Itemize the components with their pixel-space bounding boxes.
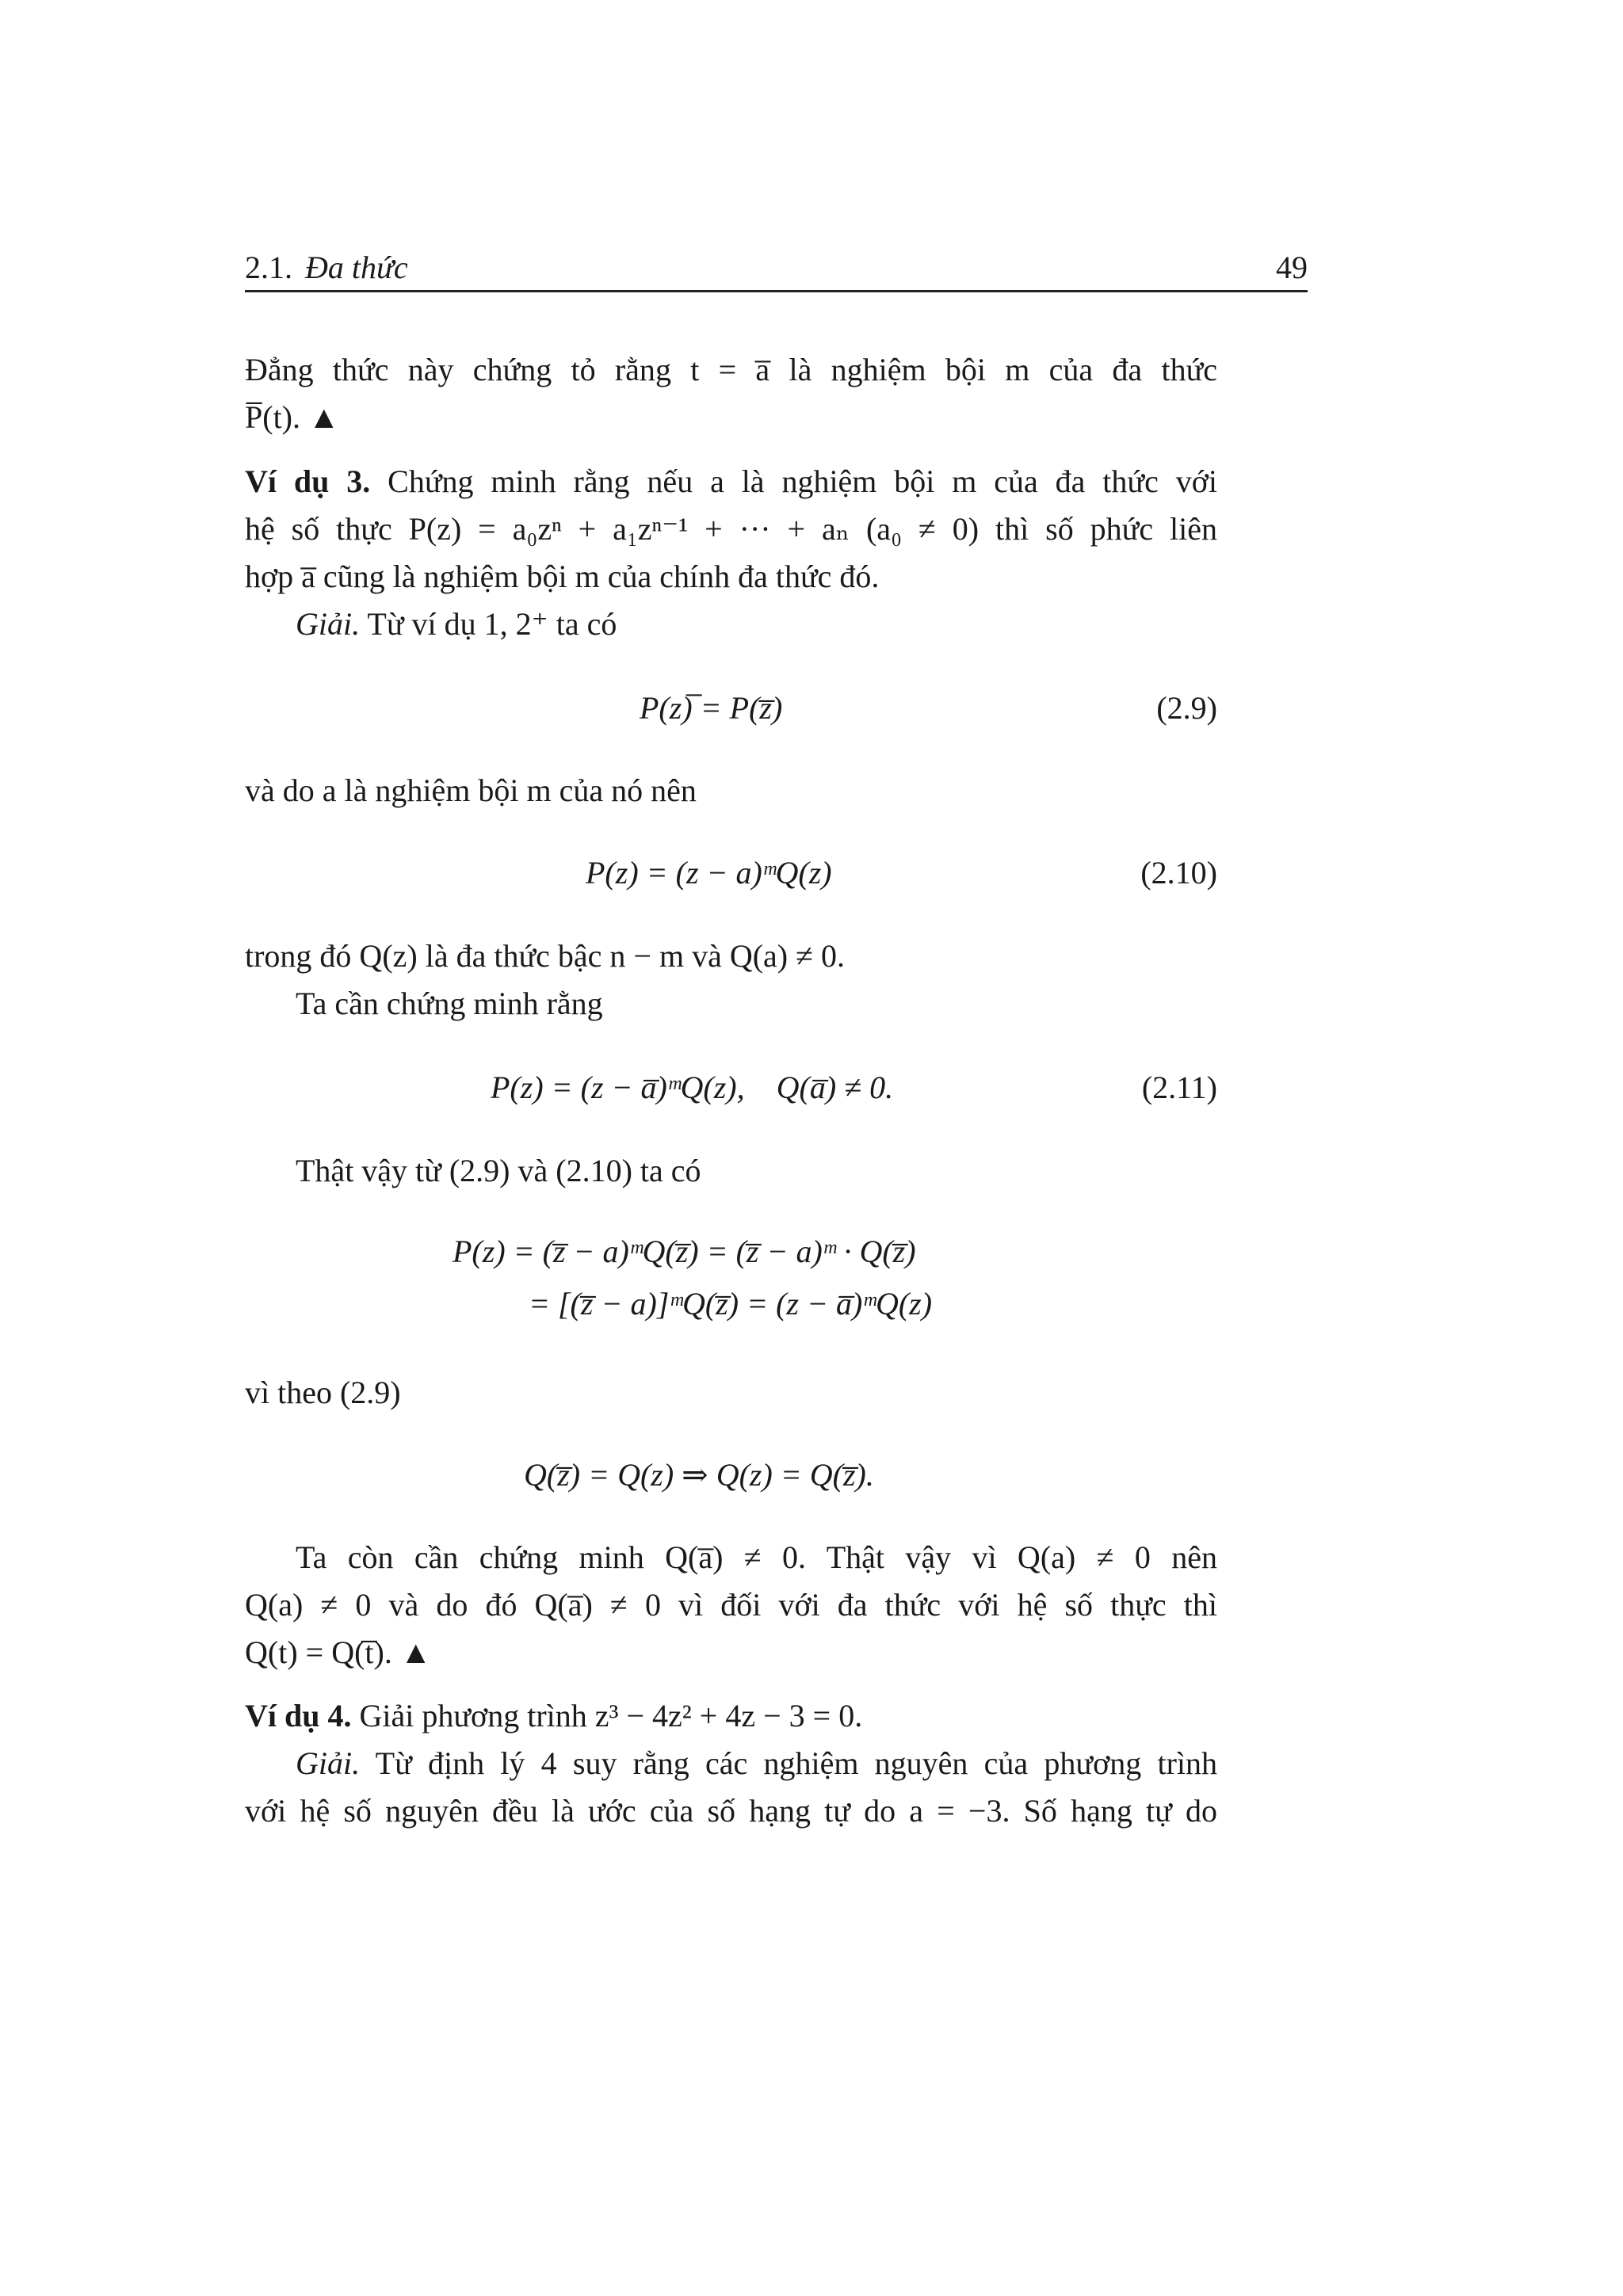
text-line: Q(t) = Q(t̅). ▲ <box>245 1634 432 1670</box>
solution-4 <box>245 1740 1217 1787</box>
example-3-line-1 <box>245 458 1217 505</box>
text-line: Q(a) ≠ 0 và do đó Q(a̅) ≠ 0 vì đối với đa thức với hệ số thực thì <box>245 1587 1217 1623</box>
page-number: 49 <box>1276 250 1308 285</box>
equation-line-1: P(z) = (z̅ − a)ᵐQ(z̅) = (z̅ − a)ᵐ · Q(z̅) <box>453 1234 916 1269</box>
text-line: Đẳng thức này chứng tỏ rằng t = a̅ là nghiệm bội m của đa thức <box>245 352 1217 387</box>
text-line: Ta còn cần chứng minh Q(a̅) ≠ 0. Thật vậy vì Q(a) ≠ 0 nên <box>296 1539 1217 1575</box>
equation-expression: P(z) = (z − a̅)ᵐQ(z), Q(a̅) ≠ 0. <box>491 1070 894 1105</box>
section-heading <box>245 249 408 286</box>
solution-label: Giải. <box>296 606 361 642</box>
text-line: hệ số thực P(z) = a₀zⁿ + a₁zⁿ⁻¹ + ··· + aₙ (a₀ ≠ 0) thì số phức liên <box>245 511 1217 547</box>
text-line: Giải phương trình z³ − 4z² + 4z − 3 = 0. <box>359 1698 863 1733</box>
text-line: hợp a̅ cũng là nghiệm bội m của chính đa thức đó. <box>245 559 880 594</box>
paragraph-remain <box>245 1534 1217 1676</box>
equation-line-2: = [(z̅ − a)]ᵐQ(z̅) = (z − a̅)ᵐQ(z) <box>529 1286 933 1322</box>
solution-3 <box>245 601 1217 648</box>
equation-expression: Q(z̅) = Q(z) ⇒ Q(z) = Q(z̅). <box>524 1457 874 1493</box>
equation-number: (2.11) <box>1141 1070 1217 1105</box>
example-4-line <box>245 1692 1217 1740</box>
text-line: Từ định lý 4 suy rằng các nghiệm nguyên của phương trình <box>375 1745 1217 1781</box>
equation-expression: P(z) = (z − a)ᵐQ(z) <box>586 855 832 891</box>
running-header <box>245 247 1308 292</box>
section-number: 2.1. <box>245 250 292 285</box>
paragraph: Thật vậy từ (2.9) và (2.10) ta có <box>296 1153 701 1188</box>
paragraph: vì theo (2.9) <box>245 1375 401 1410</box>
text-line: Chứng minh rằng nếu a là nghiệm bội m của đa thức với <box>388 463 1217 499</box>
equation-number: (2.9) <box>1156 690 1217 726</box>
solution-label: Giải. <box>296 1745 361 1781</box>
equation-number: (2.10) <box>1140 855 1217 891</box>
section-title: Đa thức <box>305 250 408 285</box>
paragraph-intro <box>245 346 1217 441</box>
text-line: với hệ số nguyên đều là ước của số hạng tự do a = −3. Số hạng tự do <box>245 1793 1217 1829</box>
example-3-label: Ví dụ 3. <box>245 463 371 499</box>
text-line: Từ ví dụ 1, 2⁺ ta có <box>367 606 617 642</box>
equation-expression: P(z)̅ = P(z̅) <box>640 690 783 726</box>
example-4-label: Ví dụ 4. <box>245 1698 352 1733</box>
text-line: P̅(t). ▲ <box>245 399 340 435</box>
example-3 <box>245 458 1217 648</box>
paragraph: và do a là nghiệm bội m của nó nên <box>245 772 697 808</box>
example-4 <box>245 1692 1217 1835</box>
paragraph: Ta cần chứng minh rằng <box>296 986 603 1021</box>
paragraph: trong đó Q(z) là đa thức bậc n − m và Q(a) ≠ 0. <box>245 938 846 974</box>
